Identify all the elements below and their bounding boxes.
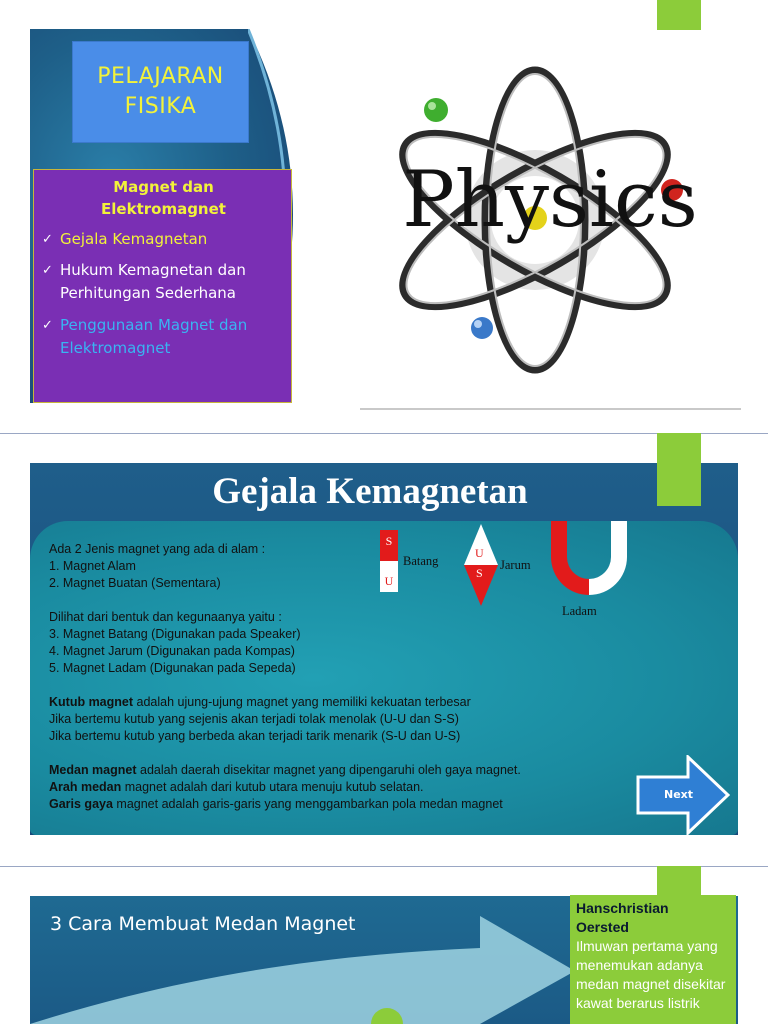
bar-magnet [380,530,398,592]
course-title-line1: PELAJARAN [97,64,224,89]
slide2-text-line [49,796,521,813]
bar-magnet-u: U [380,561,398,592]
slide2-line-text: Jika bertemu kutub yang sejenis akan terjadi tolak menolak (U-U dan S-S) [49,712,459,726]
slide2-line-text: 3. Magnet Batang (Digunakan pada Speaker) [49,627,301,641]
scientist-name-line1: Hanschristian [576,900,669,916]
next-button-label: Next [664,788,694,801]
slide3-title: 3 Cara Membuat Medan Magnet [50,913,356,935]
scientist-name [576,899,669,937]
needle-magnet-u: U [475,546,484,560]
slide2-term: Kutub magnet [49,695,134,709]
slide2-title: Gejala Kemagnetan [212,471,528,512]
slide-separator [0,866,768,867]
slide2-line-text: Ada 2 Jenis magnet yang ada di alam : [49,542,266,556]
slide2-text-line [49,575,521,592]
topic-title-line2: Elektromagnet [101,200,226,218]
slide2-text-line [49,711,521,728]
physics-logo [360,30,741,410]
slide2-text-line [49,694,521,711]
topic-item-1[interactable] [42,228,275,251]
atom-logo [360,30,741,406]
course-title-line2: FISIKA [124,94,197,119]
scientist-name-line2: Oersted [576,919,629,935]
next-button[interactable] [636,755,730,835]
course-title-box [72,41,249,143]
topic-item-1-text: Gejala Kemagnetan [60,230,208,248]
scientist-description: Ilmuwan pertama yang menemukan adanya medan magnet disekitar kawat berarus listrik [576,938,726,1011]
horseshoe-magnet [549,521,629,597]
needle-magnet-label: Jarum [500,558,531,572]
slide2-text-block [49,541,521,813]
slide2-text-line [49,609,521,626]
slide2-term: Medan magnet [49,763,137,777]
slide2-text-line [49,643,521,660]
slide2-line-text: 2. Magnet Buatan (Sementara) [49,576,221,590]
topic-box [33,169,292,403]
check-icon: ✓ [42,232,53,247]
physics-word: Physics [402,155,698,245]
slide2-text-line [49,626,521,643]
slide2-line-text: 5. Magnet Ladam (Digunakan pada Sepeda) [49,661,296,675]
slide2-line-text: 1. Magnet Alam [49,559,136,573]
check-icon: ✓ [42,263,53,278]
topic-item-2-line2: Perhitungan Sederhana [60,284,237,302]
topic-title-line1: Magnet dan [113,178,214,196]
slide2-text-line [49,745,521,762]
slide2-text-line [49,728,521,745]
slide2-line-text: Dilihat dari bentuk dan kegunaanya yaitu : [49,610,282,624]
slide2-text-line [49,779,521,796]
slide2-line-text: adalah ujung-ujung magnet yang memiliki kekuatan terbesar [133,695,471,709]
needle-magnet-s: S [476,566,483,580]
bar-magnet-s: S [380,530,398,561]
oersted-info-box [570,895,736,1024]
topic-item-3-line2: Elektromagnet [60,339,171,357]
slide2-line-text: Jika bertemu kutub yang berbeda akan terjadi tarik menarik (S-U dan U-S) [49,729,461,743]
slide2-line-text: magnet adalah dari kutub utara menuju kutub selatan. [121,780,424,794]
bar-magnet-label: Batang [403,554,439,568]
slide2-line-text: adalah daerah disekitar magnet yang dipengaruhi oleh gaya magnet. [136,763,521,777]
needle-magnet [464,524,498,606]
check-icon: ✓ [42,318,53,333]
slide2-term: Arah medan [49,780,122,794]
topic-item-2[interactable] [42,259,275,305]
slide2-text-line [49,677,521,694]
slide2-line-text: magnet adalah garis-garis yang menggambarkan pola medan magnet [112,797,503,811]
topic-title [34,176,293,220]
horseshoe-magnet-label: Ladam [562,604,597,618]
slide-separator [0,433,768,434]
slide2-text-line [49,762,521,779]
slide2-text-line [49,558,521,575]
slide2-text-line [49,660,521,677]
topic-item-2-line1: Hukum Kemagnetan dan [60,261,246,279]
slide2-text-line [49,592,521,609]
topic-item-3[interactable] [42,314,275,360]
slide2-term: Garis gaya [49,797,113,811]
topic-item-3-line1: Penggunaan Magnet dan [60,316,248,334]
slide2-text-line [49,541,521,558]
slide2-line-text: 4. Magnet Jarum (Digunakan pada Kompas) [49,644,295,658]
